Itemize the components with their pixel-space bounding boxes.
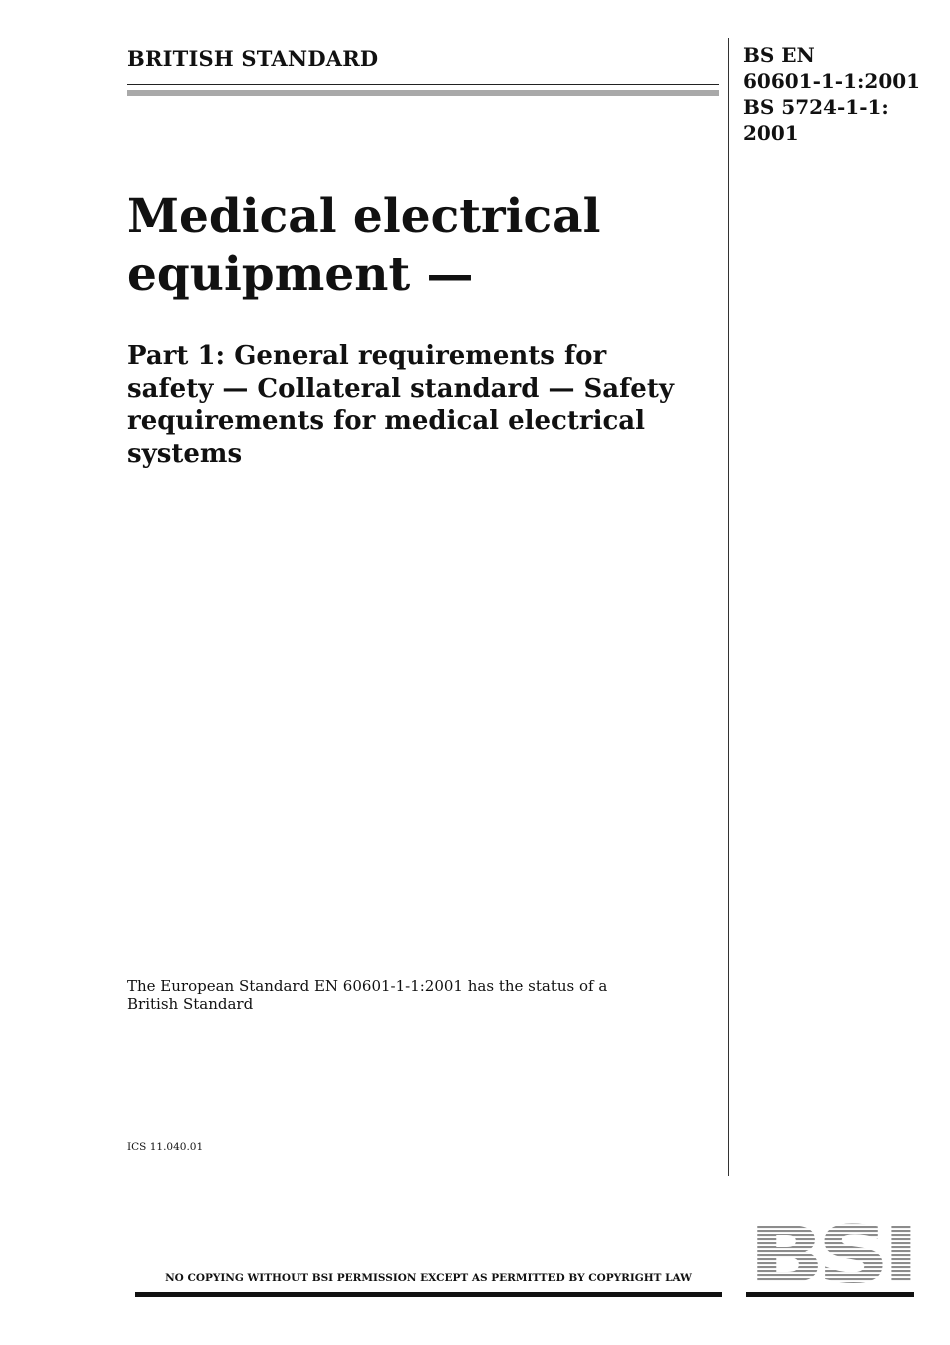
header-label: BRITISH STANDARD [127,46,379,71]
standard-designation [743,42,943,146]
header-rule-thin [127,84,719,85]
document-subtitle [127,340,717,470]
subtitle-line: systems [127,438,243,469]
designation-line: BS 5724-1-1: [743,95,889,119]
vertical-divider [728,38,729,1176]
bsi-logo [746,1222,914,1286]
ics-code: ICS 11.040.01 [127,1141,204,1153]
subtitle-line: Part 1: General requirements for [127,341,607,371]
document-title [127,188,717,304]
subtitle-line: safety — Collateral standard — Safety [127,373,674,404]
title-line: equipment — [127,247,474,302]
designation-line: BS EN [743,43,815,67]
header-rule-grey [127,90,719,96]
svg-text:BSI: BSI [748,1222,912,1286]
designation-line: 2001 [743,121,799,145]
copyright-notice: NO COPYING WITHOUT BSI PERMISSION EXCEPT AS PERMITTED BY COPYRIGHT LAW [165,1272,692,1284]
status-note-line: The European Standard EN 60601-1-1:2001 has the status of a [127,977,608,995]
designation-line: 60601-1-1:2001 [743,69,921,93]
title-line: Medical electrical [127,189,601,244]
status-note [127,977,717,1013]
status-note-line: British Standard [127,995,254,1013]
subtitle-line: requirements for medical electrical [127,406,646,436]
footer-rule-right [746,1292,914,1297]
footer-rule-left [135,1292,722,1297]
